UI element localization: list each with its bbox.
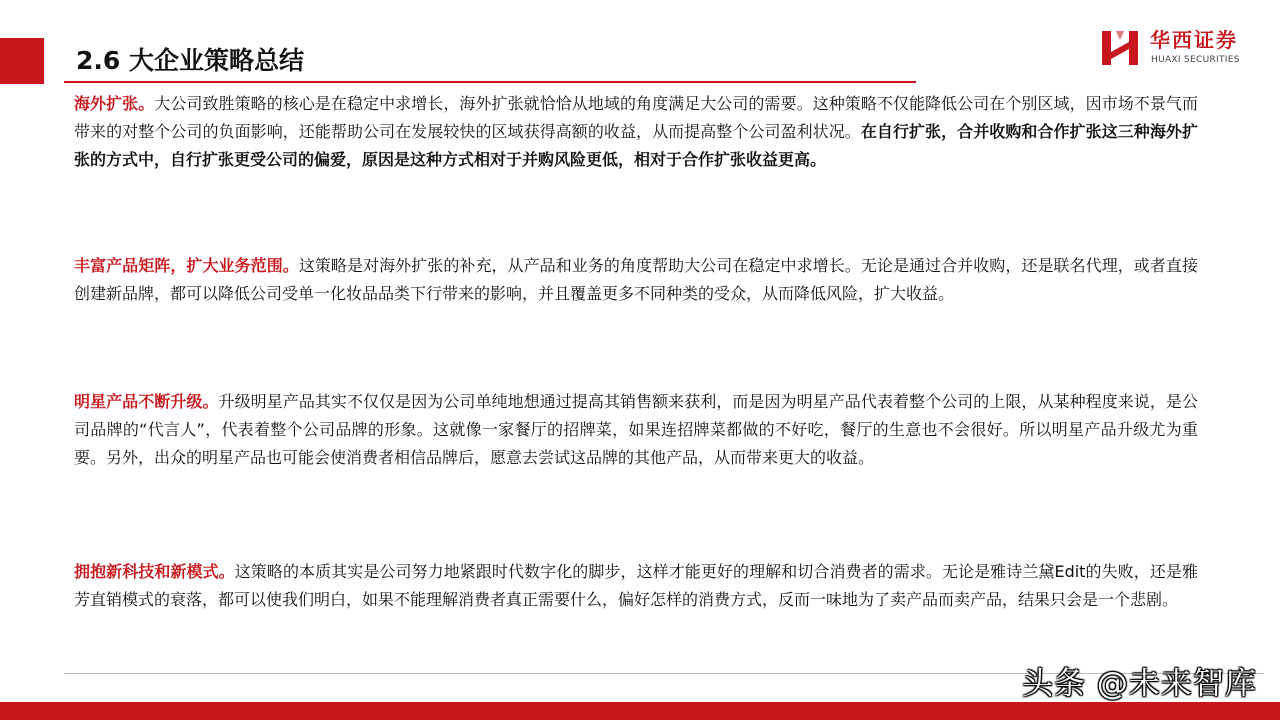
title-accent-bar: [0, 38, 44, 84]
paragraph-body: 大公司致胜策略的核心是在稳定中求增长，海外扩张就恰恰从地域的角度满足大公司的需要。这种策略不仅能降低公司在个别区域，因市场不景气而带来的对整个公司的负面影响，还能帮助公司在发展较快的区域获得高额的收益，从而提高整个公司盈利状况。: [74, 94, 1198, 141]
watermark: 头条 @未来智库: [1022, 666, 1257, 702]
huaxi-logo-icon: [1100, 28, 1140, 68]
page-title: 2.6 大企业策略总结: [76, 46, 304, 75]
paragraph-new-tech: [74, 558, 1198, 614]
company-logo: [1100, 26, 1260, 70]
paragraph-star-products: [74, 388, 1198, 472]
paragraph-lead: 丰富产品矩阵，扩大业务范围。: [74, 256, 299, 275]
paragraph-overseas-expansion: [74, 90, 1198, 174]
logo-name-en: HUAXI SECURITIES: [1151, 55, 1240, 65]
paragraph-body: 这策略是对海外扩张的补充，从产品和业务的角度帮助大公司在稳定中求增长。无论是通过合并收购，还是联名代理，或者直接创建新品牌，都可以降低公司受单一化妆品品类下行带来的影响，并且覆盖更多不同种类的受众，从而降低风险，扩大收益。: [74, 256, 1198, 303]
logo-name-cn: 华西证券: [1150, 28, 1238, 52]
paragraph-body: 升级明星产品其实不仅仅是因为公司单纯地想通过提高其销售额来获利，而是因为明星产品代表着整个公司的上限，从某种程度来说，是公司品牌的“代言人”，代表着整个公司品牌的形象。这就像一家餐厅的招牌菜，如果连招牌菜都做的不好吃，餐厅的生意也不会很好。所以明星产品升级尤为重要。另外，出众的明星产品也可能会使消费者相信品牌后，愿意去尝试这品牌的其他产品，从而带来更大的收益。: [74, 392, 1198, 467]
paragraph-body: 这策略的本质其实是公司努力地紧跟时代数字化的脚步，这样才能更好的理解和切合消费者的需求。无论是雅诗兰黛Edit的失败，还是雅芳直销模式的衰落，都可以使我们明白，如果不能理解消费者真正需要什么，偏好怎样的消费方式，反而一味地为了卖产品而卖产品，结果只会是一个悲剧。: [74, 562, 1198, 609]
title-underline: [64, 81, 916, 83]
paragraph-lead: 明星产品不断升级。: [74, 392, 219, 411]
paragraph-lead: 海外扩张。: [74, 94, 155, 113]
paragraph-emphasis: 在自行扩张，合并收购和合作扩张这三种海外扩张的方式中，自行扩张更受公司的偏爱，原因是这种方式相对于并购风险更低，相对于合作扩张收益更高。: [74, 122, 1198, 169]
paragraph-lead: 拥抱新科技和新模式。: [74, 562, 235, 581]
paragraph-product-matrix: [74, 252, 1198, 308]
footer-bar: [0, 702, 1280, 720]
